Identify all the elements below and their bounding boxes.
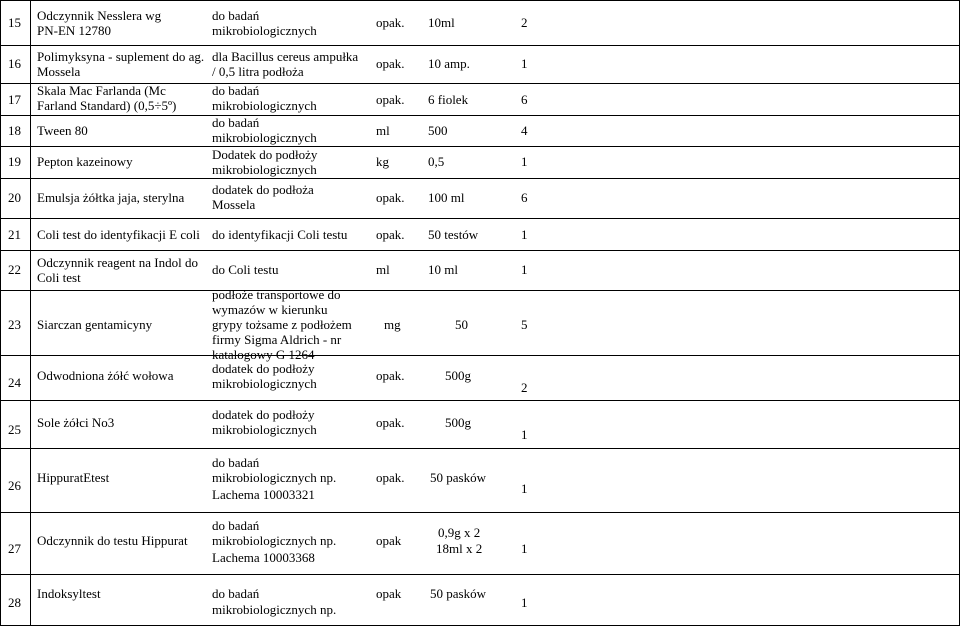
row-number: 21	[8, 227, 21, 242]
item-quantity: 1	[521, 427, 528, 442]
item-size: 0,9g x 2	[438, 525, 481, 540]
item-quantity: 1	[521, 481, 528, 496]
item-purpose: mikrobiologicznych np.	[212, 470, 337, 485]
item-purpose: Lachema 10003321	[212, 487, 315, 502]
item-name: Odczynnik do testu Hippurat	[37, 533, 188, 548]
item-purpose: dodatek do podłoży	[212, 361, 315, 376]
row-separator	[0, 512, 960, 513]
item-quantity: 1	[521, 262, 528, 277]
item-unit: mg	[384, 317, 401, 332]
item-unit: opak.	[376, 92, 405, 107]
row-number: 19	[8, 154, 21, 169]
item-unit: opak.	[376, 470, 405, 485]
item-name: Coli test	[37, 270, 81, 285]
row-number: 24	[8, 375, 21, 390]
item-size: 10 amp.	[428, 56, 470, 71]
item-purpose: Lachema 10003368	[212, 550, 315, 565]
row-number: 17	[8, 92, 21, 107]
item-purpose: dla Bacillus cereus ampułka	[212, 49, 359, 64]
row-separator	[0, 574, 960, 575]
row-number: 28	[8, 595, 21, 610]
item-quantity: 2	[521, 15, 528, 30]
item-unit: opak.	[376, 368, 405, 383]
item-purpose: firmy Sigma Aldrich - nr	[212, 332, 342, 347]
item-unit: opak.	[376, 227, 405, 242]
item-quantity: 1	[521, 227, 528, 242]
item-purpose: do badań	[212, 586, 260, 601]
item-name: Pepton kazeinowy	[37, 154, 133, 169]
item-purpose: dodatek do podłoży	[212, 407, 315, 422]
item-unit: opak	[376, 533, 402, 548]
item-name: Odczynnik Nesslera wg	[37, 8, 162, 23]
item-quantity: 2	[521, 380, 528, 395]
item-size: 0,5	[428, 154, 445, 169]
item-unit: opak.	[376, 415, 405, 430]
item-purpose: dodatek do podłoża	[212, 182, 314, 197]
row-number: 22	[8, 262, 21, 277]
item-unit: kg	[376, 154, 389, 169]
item-purpose: grypy tożsame z podłożem	[212, 317, 352, 332]
row-separator	[0, 355, 960, 356]
table-border-top	[0, 0, 960, 1]
item-quantity: 1	[521, 154, 528, 169]
item-name: Siarczan gentamicyny	[37, 317, 153, 332]
row-number: 15	[8, 15, 21, 30]
item-purpose: mikrobiologicznych	[212, 98, 317, 113]
item-purpose: mikrobiologicznych np.	[212, 533, 337, 548]
item-size: 18ml x 2	[436, 541, 483, 556]
item-size: 50 pasków	[430, 470, 486, 485]
item-purpose: do badań	[212, 455, 260, 470]
item-name: PN-EN 12780	[37, 23, 112, 38]
item-size: 500g	[445, 415, 471, 430]
item-purpose: mikrobiologicznych	[212, 23, 317, 38]
item-purpose: mikrobiologicznych	[212, 162, 317, 177]
item-name: Coli test do identyfikacji E coli	[37, 227, 200, 242]
row-separator	[0, 448, 960, 449]
row-separator	[0, 115, 960, 116]
item-purpose: Mossela	[212, 197, 256, 212]
row-separator	[0, 45, 960, 46]
item-unit: ml	[376, 262, 390, 277]
item-size: 50 testów	[428, 227, 479, 242]
item-purpose: do Coli testu	[212, 262, 279, 277]
row-number: 18	[8, 123, 21, 138]
item-purpose: mikrobiologicznych np.	[212, 602, 337, 617]
item-purpose: / 0,5 litra podłoża	[212, 64, 304, 79]
item-size: 500g	[445, 368, 471, 383]
item-purpose: do badań	[212, 83, 260, 98]
item-size: 50	[455, 317, 468, 332]
item-purpose: mikrobiologicznych	[212, 130, 317, 145]
item-purpose: do badań	[212, 518, 260, 533]
row-number: 27	[8, 541, 21, 556]
item-name: HippuratEtest	[37, 470, 110, 485]
item-purpose: podłoże transportowe do	[212, 287, 341, 302]
item-name: Emulsja żółtka jaja, sterylna	[37, 190, 185, 205]
row-number: 25	[8, 422, 21, 437]
item-size: 6 fiolek	[428, 92, 469, 107]
item-name: Farland Standard) (0,5÷5º)	[37, 98, 177, 113]
item-purpose: katalogowy G 1264	[212, 347, 315, 362]
row-separator	[0, 290, 960, 291]
row-number: 20	[8, 190, 21, 205]
row-number: 16	[8, 56, 21, 71]
item-size: 10ml	[428, 15, 455, 30]
item-name: Mossela	[37, 64, 81, 79]
column-separator	[30, 0, 31, 626]
item-purpose: Dodatek do podłoży	[212, 147, 318, 162]
item-name: Odczynnik reagent na Indol do	[37, 255, 199, 270]
item-name: Tween 80	[37, 123, 88, 138]
item-purpose: do badań	[212, 8, 260, 23]
item-unit: opak.	[376, 56, 405, 71]
item-name: Sole żółci No3	[37, 415, 115, 430]
item-quantity: 4	[521, 123, 528, 138]
item-quantity: 1	[521, 595, 528, 610]
item-quantity: 1	[521, 56, 528, 71]
row-separator	[0, 218, 960, 219]
item-size: 100 ml	[428, 190, 465, 205]
row-separator	[0, 400, 960, 401]
item-purpose: do badań	[212, 115, 260, 130]
item-quantity: 6	[521, 92, 528, 107]
item-name: Indoksyltest	[37, 586, 101, 601]
item-unit: ml	[376, 123, 390, 138]
item-purpose: wymazów w kierunku	[212, 302, 328, 317]
row-number: 23	[8, 317, 21, 332]
item-name: Skala Mac Farlanda (Mc	[37, 83, 166, 98]
item-size: 500	[428, 123, 448, 138]
table-border-left	[0, 0, 1, 626]
item-size: 50 pasków	[430, 586, 486, 601]
item-size: 10 ml	[428, 262, 458, 277]
item-purpose: mikrobiologicznych	[212, 422, 317, 437]
item-purpose: do identyfikacji Coli testu	[212, 227, 348, 242]
item-name: Polimyksyna - suplement do ag.	[37, 49, 205, 64]
row-separator	[0, 146, 960, 147]
row-number: 26	[8, 478, 21, 493]
item-unit: opak.	[376, 190, 405, 205]
item-quantity: 5	[521, 317, 528, 332]
item-purpose: mikrobiologicznych	[212, 376, 317, 391]
item-unit: opak	[376, 586, 402, 601]
row-separator	[0, 178, 960, 179]
item-unit: opak.	[376, 15, 405, 30]
item-quantity: 6	[521, 190, 528, 205]
row-separator	[0, 250, 960, 251]
item-name: Odwodniona żółć wołowa	[37, 368, 174, 383]
item-quantity: 1	[521, 541, 528, 556]
